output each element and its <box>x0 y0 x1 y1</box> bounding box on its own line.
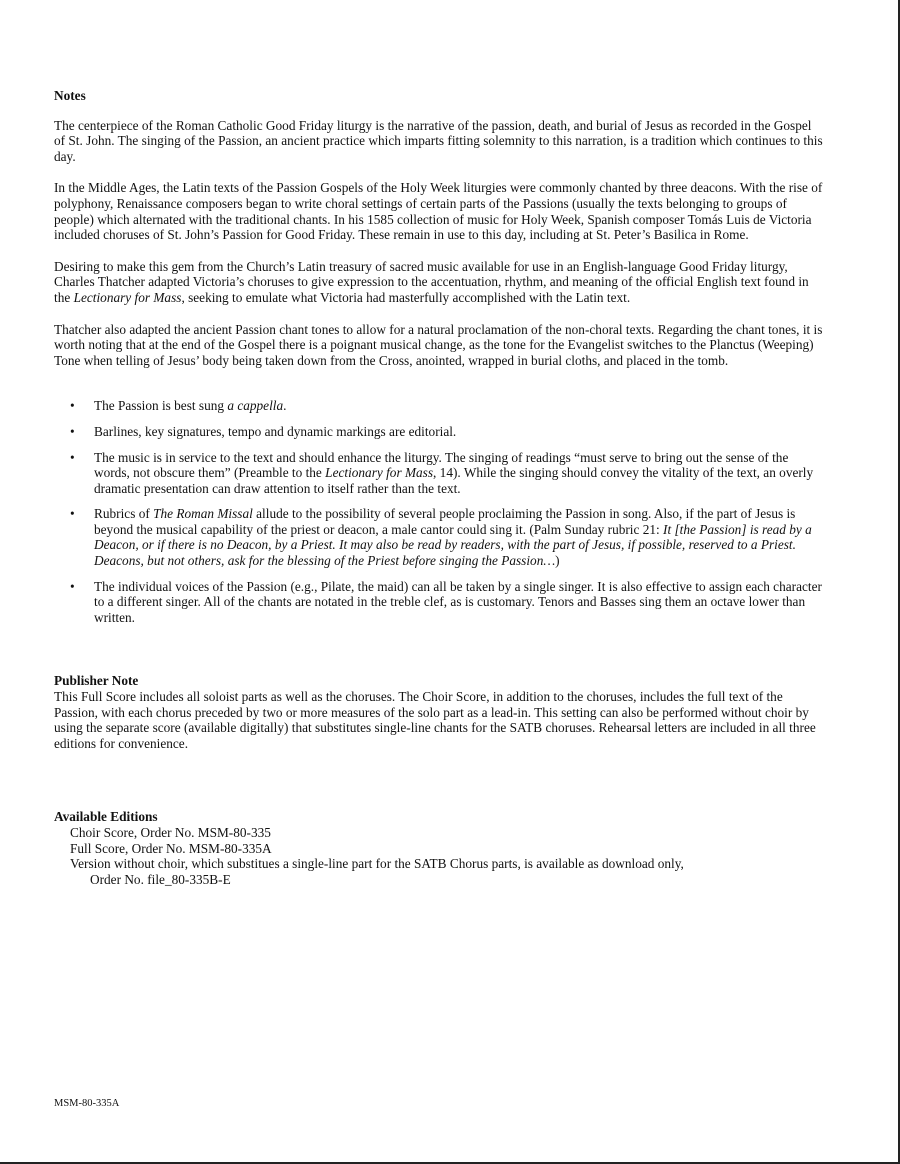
italic-text: Lectionary for Mass <box>73 289 182 305</box>
italic-text: a cappella <box>227 398 284 414</box>
notes-bullet-list <box>54 398 824 625</box>
bullet-item: • Barlines, key signatures, tempo and dynamic markings are editorial. <box>54 424 824 440</box>
bullet-item: • The music is in service to the text and should enhance the liturgy. The singing of readings “must serve to bring out the sense of the words, not obscure them” (Preamble to the Lectionary for Mass, 14). While the singing should convey the vitality of the text, an overly dramatic presentation can draw attention to itself rather than the text. <box>54 450 824 497</box>
edition-without-choir-order: Order No. file_80-335B-E <box>90 871 231 887</box>
publisher-note-body: This Full Score includes all soloist parts as well as the choruses. The Choir Score, in addition to the choruses, includes the full text of the Passion, with each chorus preceded by two or more measures of the solo part as a lead-in. This setting can also be performed without choir by using the separate score (available digitally) that substitutes single-line chants for the SATB choruses. Rehearsal letters are included in all three editions for convenience. <box>54 689 816 751</box>
notes-paragraph: Thatcher also adapted the ancient Passion chant tones to allow for a natural proclamation of the non-choral texts. Regarding the chant tones, it is worth noting that at the end of the Gospel there is a poignant musical change, as the tone for the Evangelist switches to the Planctus (Weeping) Tone when telling of Jesus’ body being taken down from the Cross, anointed, wrapped in burial cloths, and placed in the tomb. <box>54 321 823 368</box>
edition-choir-score: Choir Score, Order No. MSM-80-335 <box>70 825 271 840</box>
publisher-note-heading: Publisher Note <box>54 673 139 689</box>
edition-full-score: Full Score, Order No. MSM-80-335A <box>70 840 272 856</box>
footer-catalog-code: MSM-80-335A <box>54 1098 120 1109</box>
notes-paragraph: Desiring to make this gem from the Church’s Latin treasury of sacred music available for use in an English-language Good Friday liturgy, Charles Thatcher adapted Victoria’s choruses to give expression to the accentuation, rhythm, and meaning of the official English text found in the Lectionary for Mass, seeking to emulate what Victoria had masterfully accomplished with the Latin text. <box>54 258 809 305</box>
notes-paragraph: The centerpiece of the Roman Catholic Good Friday liturgy is the narrative of the passion, death, and burial of Jesus as recorded in the Gospel of St. John. The singing of the Passion, an ancient practice which imparts fitting solemnity to this narration, is a tradition which continues to this day. <box>54 117 823 164</box>
document-page <box>54 88 824 887</box>
notes-paragraphs <box>54 118 824 369</box>
available-editions-section <box>54 809 824 887</box>
notes-paragraph: In the Middle Ages, the Latin texts of the Passion Gospels of the Holy Week liturgies were commonly chanted by three deacons. With the rise of polyphony, Renaissance composers began to write choral settings of certain parts of the Passions (usually the texts belonging to groups of people) which alternated with the traditional chants. In his 1585 collection of music for Holy Week, Spanish composer Tomás Luis de Victoria included choruses of St. John’s Passion for Good Friday. These remain in use to this day, including at St. Peter’s Basilica in Rome. <box>54 180 823 243</box>
italic-text: Lectionary for Mass <box>325 465 434 481</box>
available-editions-heading: Available Editions <box>54 809 158 825</box>
bullet-item: • The individual voices of the Passion (e.g., Pilate, the maid) can all be taken by a single singer. It is also effective to assign each character to a different singer. All of the chants are notated in the treble clef, as is customary. Tenors and Basses sing them an octave lower than written. <box>54 579 824 626</box>
bullet-item: • Rubrics of The Roman Missal allude to the possibility of several people proclaiming the Passion in song. Also, if the part of Jesus is beyond the musical capability of the priest or deacon, a male cantor could sing it. (Palm Sunday rubric 21: It [the Passion] is read by a Deacon, or if there is no Deacon, by a Priest. It may also be read by readers, with the part of Jesus, if possible, reserved to a Priest. Deacons, but not others, ask for the blessing of the Priest before singing the Passion…) <box>54 506 824 568</box>
bullet-item: • The Passion is best sung a cappella. <box>54 398 824 414</box>
italic-text: The Roman Missal <box>153 506 253 522</box>
publisher-note-section <box>54 673 824 751</box>
edition-without-choir: Version without choir, which substitues a single-line part for the SATB Chorus parts, is available as download only, <box>70 856 684 872</box>
notes-heading: Notes <box>54 88 86 103</box>
italic-text: It [the Passion] is read by a Deacon, or if there is no Deacon, by a Priest. It may also be read by readers, with the part of Jesus, if possible, reserved to a Priest. Deacons, but not others, ask for the blessing of the Priest before singing the Passion… <box>94 521 812 569</box>
